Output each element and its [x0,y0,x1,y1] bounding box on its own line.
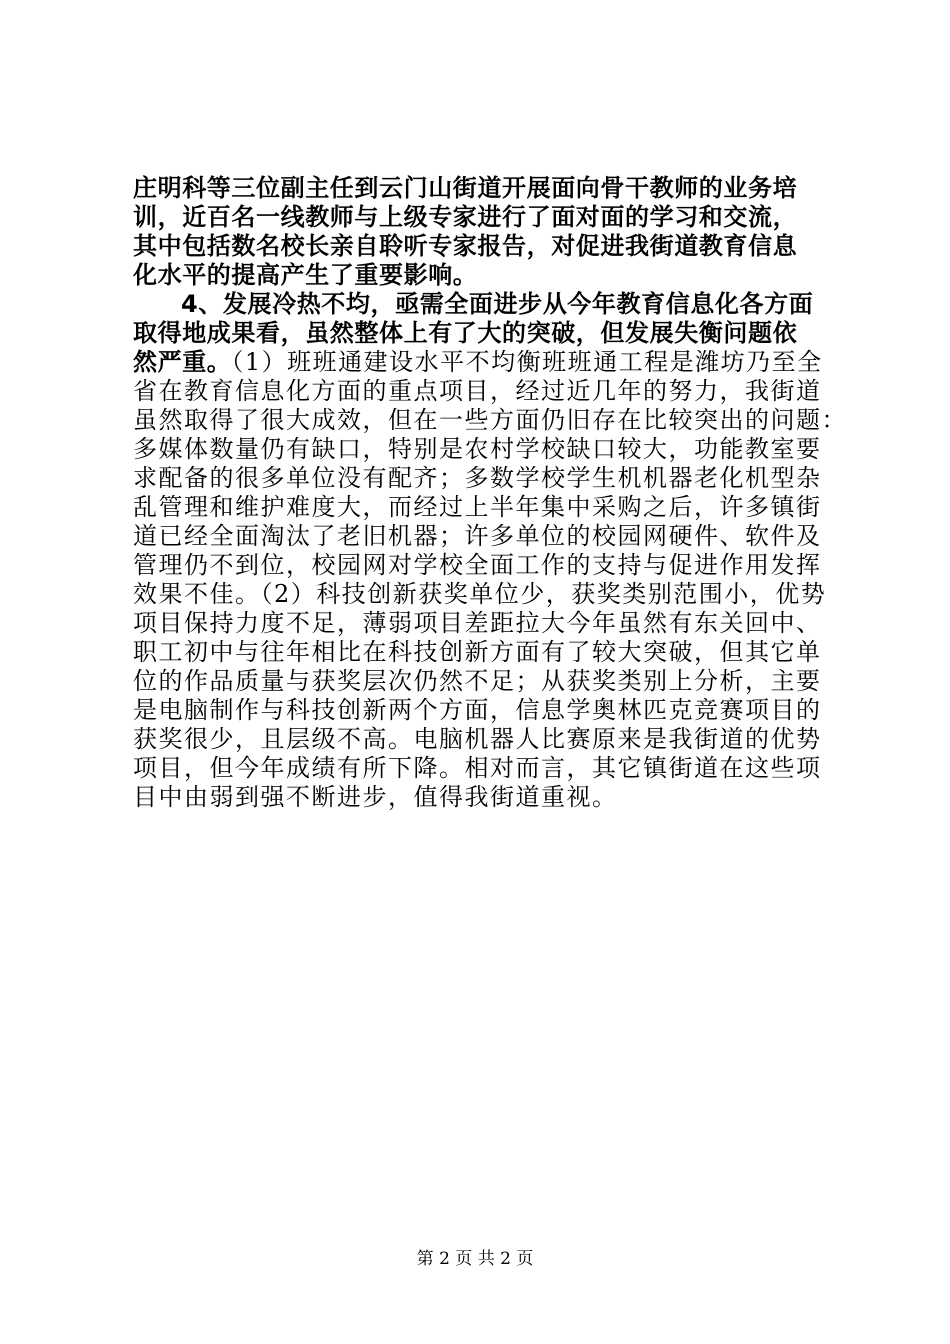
text-line: 多媒体数量仍有缺口，特别是农村学校缺口较大，功能教室要 [133,435,822,463]
text-line: 化水平的提高产生了重要影响。 [133,261,478,289]
text-line: 职工初中与往年相比在科技创新方面有了较大突破，但其它单 [133,638,822,666]
section-heading-line: 4、发展冷热不均，亟需全面进步从今年教育信息化各方面 [181,290,814,318]
text-line: 位的作品质量与获奖层次仍然不足；从获奖类别上分析，主要 [133,667,822,695]
text-line: 求配备的很多单位没有配齐；多数学校学生机机器老化机型杂 [133,464,822,492]
mixed-text-line [133,348,833,377]
text-line: 项目保持力度不足，薄弱项目差距拉大今年虽然有东关回中、 [133,609,822,637]
text-line: 虽然取得了很大成效，但在一些方面仍旧存在比较突出的问题： [133,406,847,434]
document-body [133,174,847,812]
page-number-footer: 第 2 页 共 2 页 [416,1249,534,1269]
text-line: 管理仍不到位，校园网对学校全面工作的支持与促进作用发挥 [133,551,822,579]
text-line: 庄明科等三位副主任到云门山街道开展面向骨干教师的业务培 [133,174,798,202]
text-line: 取得地成果看，虽然整体上有了大的突破，但发展失衡问题依 [133,319,798,347]
text-line: 道已经全面淘汰了老旧机器；许多单位的校园网硬件、软件及 [133,522,822,550]
text-segment: （1）班班通建设水平不均衡班班通工程是潍坊乃至全 [231,348,823,376]
text-line: 训，近百名一线教师与上级专家进行了面对面的学习和交流， [133,203,798,231]
text-line: 目中由弱到强不断进步，值得我街道重视。 [133,783,618,811]
text-line: 其中包括数名校长亲自聆听专家报告，对促进我街道教育信息 [133,232,798,260]
text-line: 效果不佳。（2）科技创新获奖单位少，获奖类别范围小，优势 [133,580,827,608]
text-line: 项目，但今年成绩有所下降。相对而言，其它镇街道在这些项 [133,754,822,782]
text-line: 省在教育信息化方面的重点项目，经过近几年的努力，我街道 [133,377,822,405]
text-line: 获奖很少，且层级不高。电脑机器人比赛原来是我街道的优势 [133,725,822,753]
text-line: 乱管理和维护难度大，而经过上半年集中采购之后，许多镇街 [133,493,822,521]
text-line: 是电脑制作与科技创新两个方面，信息学奥林匹克竞赛项目的 [133,696,822,724]
text-segment-bold: 然严重。 [133,348,232,376]
